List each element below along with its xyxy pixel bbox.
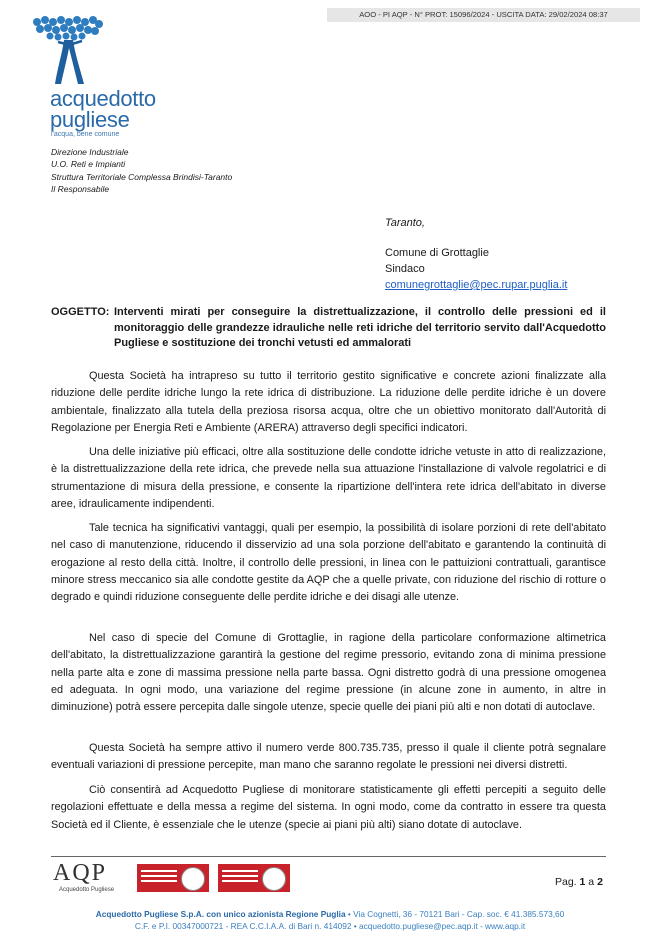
logo-tagline: l'acqua, bene comune (51, 131, 120, 138)
body-paragraph: Una delle iniziative più efficaci, oltre alla sostituzione delle condotte idriche vetuste in atto di realizzazione, è la distrettualizzazione della rete idrica, che prevede nella sua attuazione l'installazione di valvole regolatrici e di strumentazione di misura della pressione, e consente la ripartizione dell'intera rete idrica dell'abitato in diverse aree, idraulicamente indipendenti. (51, 446, 606, 510)
recipient-email-link[interactable]: comunegrottaglie@pec.rupar.puglia.it (385, 279, 568, 291)
aqueduct-tree-logo (28, 14, 108, 88)
recipient-block (385, 215, 567, 293)
body-paragraph: Nel caso di specie del Comune di Grottaglie, in ragione della particolare conformazione altimetrica dell'abitato, la distrettualizzazione garantirà la gestione del regime pressorio, evitando zona di minima pressione nella parte alta e zone di massima pressione nella parte bassa. Ogni distretto godrà di una pressione omogenea ed adeguata. In ogni modo, una variazione del regime pressione (in alcune zone in aumento, in altre in diminuzione) potrà essere percepita dalle singole utenze, specie quelle dei piani più alti e non dotati di autoclave. (51, 632, 606, 714)
subject-text: Interventi mirati per conseguire la distrettualizzazione, il controllo delle pressioni ed il monitoraggio delle grandezze idrauliche nelle reti idriche del territorio servito dall'Acquedotto Pugliese e sostituzione dei tronchi vetusti ed ammalorati (114, 306, 606, 350)
recipient-name: Comune di Grottaglie (385, 247, 489, 259)
company-registration: C.F. e P.I. 00347000721 - REA C.C.I.A.A. di Bari n. 414092 • acquedotto.pugliese@pec.aqp.it - www.aqp.it (134, 921, 526, 931)
certification-text-lines (141, 870, 177, 872)
certification-seal-icon (181, 867, 205, 891)
page-separator: a (588, 876, 595, 888)
place-date: Taranto, (385, 217, 425, 229)
page-current: 1 (579, 876, 586, 888)
logo-name-line2: pugliese (50, 107, 130, 132)
department-line: U.O. Reti e Impianti (51, 159, 126, 170)
aqp-logo: AQP (53, 860, 108, 886)
page-prefix: Pag. (555, 876, 577, 888)
company-info (50, 908, 610, 932)
company-address: • Via Cognetti, 36 - 70121 Bari - Cap. soc. € 41.385.573,60 (347, 909, 565, 919)
body-paragraph: Questa Società ha sempre attivo il numero verde 800.735.735, presso il quale il cliente potrà segnalare eventuali variazioni di pressione percepite, man mano che saranno regolate le pressioni nei diversi distretti. (51, 742, 606, 772)
page-total: 2 (597, 876, 603, 888)
certification-badge (218, 864, 290, 892)
logo-name-line1: acquedotto (50, 86, 156, 111)
department-block (51, 146, 232, 195)
aqp-logo-subtitle: Acquedotto Pugliese (59, 887, 115, 893)
body-paragraph: Tale tecnica ha significativi vantaggi, quali per esempio, la possibilità di isolare porzioni di rete dell'abitato nel caso di manutenzione, riducendo il disservizio ad una sola porzione dell'abitato e garantendo la continuità di erogazione al resto della città. Inoltre, il controllo delle pressioni, in linea con le pattuizioni contrattuali, garantisce minore stress meccanico sia alle condotte gestite da AQP che a quelle private, con riduzione del rischio di rotture o degrado e quindi riduzione conseguente delle perdite idriche e dei disagi alle utenze. (51, 522, 606, 604)
certification-seal-icon (262, 867, 286, 891)
body-paragraph: Ciò consentirà ad Acquedotto Pugliese di monitorare statisticamente gli effetti percepiti a seguito delle regolazioni effettuate e della messa a regime del sistema. In ogni modo, come da contratto in essere tra questa Società ed il Cliente, è essenziale che le utenze (specie ai piani più alti) siano dotate di autoclave. (51, 784, 606, 831)
body-paragraph: Questa Società ha intrapreso su tutto il territorio gestito significative e concrete azioni finalizzate alla riduzione delle perdite idriche lungo la rete idrica di distribuzione. La riduzione delle perdite idriche è un dovere ambientale, finalizzato alla tutela della preziosa risorsa acqua, oltre che un obiettivo monitorato dall'Autorità di Regolazione per Energia Reti e Ambiente (ARERA) attraverso degli specifici indicatori. (51, 370, 606, 434)
certification-badge (137, 864, 209, 892)
protocol-stamp: AOO - PI AQP - N° PROT: 15096/2024 - USCITA DATA: 29/02/2024 08:37 (327, 8, 640, 22)
certification-text-lines (222, 870, 258, 872)
page-number (555, 876, 603, 888)
logo-wordmark (50, 88, 156, 130)
footer-divider (51, 856, 606, 857)
subject-block (51, 305, 606, 352)
subject-label: OGGETTO: (51, 306, 110, 318)
department-line: Direzione Industriale (51, 147, 129, 157)
department-line: Struttura Territoriale Complessa Brindisi-Taranto (51, 171, 233, 182)
department-line: Il Responsabile (51, 183, 110, 194)
recipient-role: Sindaco (385, 263, 425, 275)
company-name: Acquedotto Pugliese S.p.A. con unico azionista Regione Puglia (95, 909, 346, 919)
